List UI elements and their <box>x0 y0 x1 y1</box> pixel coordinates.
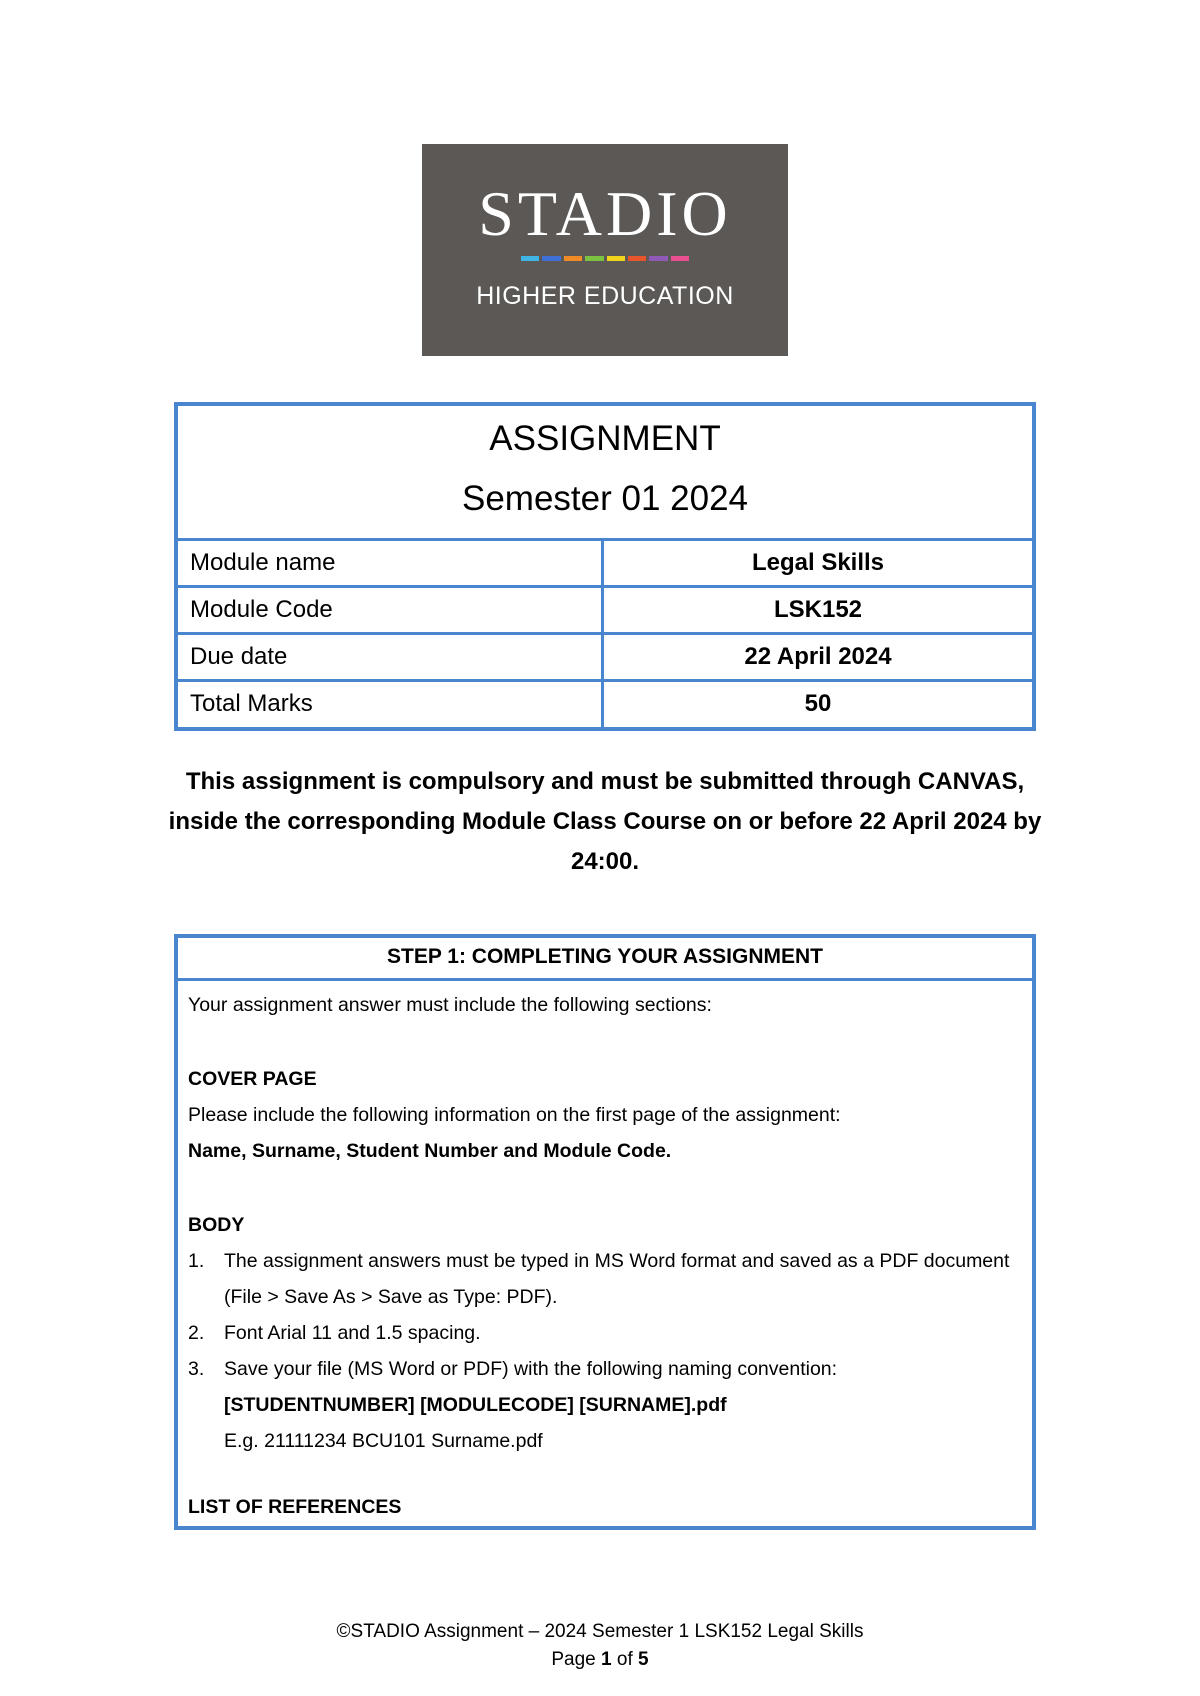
page-total: 5 <box>638 1649 649 1670</box>
list-text: Save your file (MS Word or PDF) with the following naming convention: <box>224 1358 838 1380</box>
step1-body <box>178 981 1032 1525</box>
details-row <box>178 635 1032 682</box>
naming-example-row <box>188 1423 1022 1459</box>
list-item <box>188 1243 1022 1315</box>
logo-stripe <box>649 256 667 261</box>
details-value: 22 April 2024 <box>744 643 892 670</box>
naming-convention-row <box>188 1387 1022 1423</box>
logo-subtitle: HIGHER EDUCATION <box>476 282 734 310</box>
page-current: 1 <box>601 1649 612 1670</box>
details-label: Total Marks <box>178 682 604 727</box>
submission-notice: This assignment is compulsory and must be submitted through CANVAS, inside the corresponding Module Class Course on or before 22 April 2024 by 24:00. <box>168 768 1042 875</box>
page-prefix: Page <box>551 1649 596 1670</box>
step1-intro: Your assignment answer must include the following sections: <box>188 994 712 1016</box>
list-text: Font Arial 11 and 1.5 spacing. <box>224 1322 481 1344</box>
references-heading: LIST OF REFERENCES <box>188 1496 402 1518</box>
page-of: of <box>616 1649 633 1670</box>
details-row <box>178 682 1032 727</box>
list-item <box>188 1315 1022 1351</box>
logo-wordmark: STADIO <box>478 178 732 249</box>
page-number <box>0 1646 1200 1674</box>
naming-convention: [STUDENTNUMBER] [MODULECODE] [SURNAME].pdf <box>224 1394 727 1416</box>
logo-stripe <box>671 256 689 261</box>
cover-page-fields: Name, Surname, Student Number and Module Code. <box>188 1140 672 1162</box>
logo-stripe <box>585 256 603 261</box>
logo-stripe <box>521 256 539 261</box>
list-number: 3. <box>188 1358 205 1380</box>
details-row <box>178 541 1032 588</box>
footer-copyright: ©STADIO Assignment – 2024 Semester 1 LSK152 Legal Skills <box>336 1621 864 1642</box>
semester-label: Semester 01 2024 <box>461 479 748 518</box>
details-value: 50 <box>804 690 832 717</box>
logo-stripe <box>607 256 625 261</box>
logo-stripe <box>542 256 560 261</box>
cover-page-heading: COVER PAGE <box>188 1068 317 1090</box>
details-value: Legal Skills <box>751 549 885 576</box>
details-label: Module name <box>178 541 604 585</box>
list-item <box>188 1351 1022 1387</box>
step1-heading: STEP 1: COMPLETING YOUR ASSIGNMENT <box>178 938 1032 981</box>
cover-page-text: Please include the following information on the first page of the assignment: <box>188 1104 841 1126</box>
logo-stripe <box>564 256 582 261</box>
naming-example: E.g. 21111234 BCU101 Surname.pdf <box>224 1430 543 1452</box>
details-label: Module Code <box>178 588 604 632</box>
stadio-logo <box>422 144 788 356</box>
body-heading: BODY <box>188 1214 245 1236</box>
logo-color-stripes <box>521 256 689 261</box>
assignment-title: ASSIGNMENT <box>489 419 721 458</box>
step1-box <box>174 934 1036 1530</box>
list-number: 2. <box>188 1322 205 1344</box>
list-number: 1. <box>188 1250 205 1272</box>
list-text: The assignment answers must be typed in MS Word format and saved as a PDF document (File > Save As > Save as Type: PDF). <box>224 1250 1010 1308</box>
page-footer <box>0 1618 1200 1674</box>
details-row <box>178 588 1032 635</box>
assignment-details-table <box>174 402 1036 731</box>
logo-stripe <box>628 256 646 261</box>
assignment-header <box>178 406 1032 541</box>
details-label: Due date <box>178 635 604 679</box>
details-value: LSK152 <box>773 596 863 623</box>
